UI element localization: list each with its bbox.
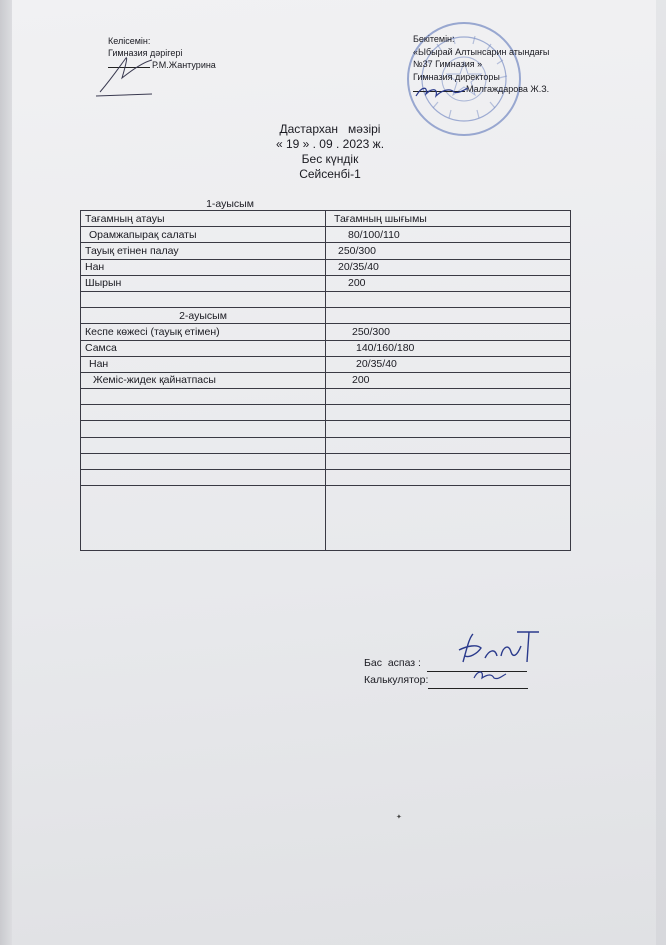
menu-table [80,210,571,551]
column-header-yield: Тағамның шығымы [326,211,571,227]
dish-yield: 20/35/40 [326,259,571,275]
table-row-empty [81,421,571,437]
menu-title-block [230,122,430,182]
dish-yield: 250/300 [326,243,571,259]
dish-name: Нан [81,259,326,275]
table-row [81,372,571,388]
doctor-signature-icon [92,48,162,100]
shift1-caption: 1-ауысым [206,198,254,210]
table-row [81,324,571,340]
chef-label: Бас аспаз : [364,657,421,669]
dish-name: Тауық етінен палау [81,243,326,259]
dish-name: Нан [81,356,326,372]
dish-yield: 200 [326,372,571,388]
shift2-caption-row [81,308,571,324]
dish-yield: 140/160/180 [326,340,571,356]
table-row-empty [81,405,571,421]
chef-signature-icon [455,628,545,668]
dish-name: Самса [81,340,326,356]
dish-name: Орамжапырақ салаты [81,227,326,243]
small-mark-icon: ✦ [396,814,402,821]
table-row-empty [81,470,571,486]
dish-yield: 80/100/110 [326,227,571,243]
menu-day: Сейсенбі-1 [299,167,361,181]
calculator-signature-icon [470,668,510,684]
approval-left-role: Гимназия дәрігері [108,48,183,58]
table-row [81,243,571,259]
table-row-empty [81,389,571,405]
approval-right-school-number: №37 Гимназия » [413,59,483,69]
approval-right-role: Гимназия директоры [413,71,500,82]
table-header-row [81,211,571,227]
dish-yield: 20/35/40 [326,356,571,372]
approval-right-signer: Малгаждарова Ж.З. [466,84,550,94]
shift2-caption: 2-ауысым [81,308,326,324]
page-fold-shadow [0,0,12,945]
calculator-label: Калькулятор: [364,674,429,686]
table-row [81,259,571,275]
approval-left-signer: Р.М.Жантурина [152,60,216,70]
dish-name: Жеміс-жидек қайнатпасы [81,372,326,388]
table-row-empty [81,437,571,453]
menu-title: Дастархан мәзірі [279,122,381,136]
dish-name: Шырын [81,275,326,291]
menu-period: Бес күндік [301,152,359,166]
table-row-empty [81,453,571,469]
table-row [81,356,571,372]
dish-name: Кеспе көжесі (тауық етімен) [81,324,326,340]
table-row-empty [81,486,571,551]
table-row [81,227,571,243]
table-row-empty [81,291,571,307]
menu-date: « 19 » . 09 . 2023 ж. [275,137,385,151]
approval-right-school: «Ыбырай Алтынсарин атындағы [413,46,550,57]
column-header-dish: Тағамның атауы [81,211,326,227]
dish-yield: 200 [326,275,571,291]
table-row [81,275,571,291]
dish-yield: 250/300 [326,324,571,340]
director-signature-icon [412,82,472,102]
table-row [81,340,571,356]
approval-right-title: Бекітемін: [413,34,455,44]
approval-left-title: Келісемін: [108,36,151,46]
